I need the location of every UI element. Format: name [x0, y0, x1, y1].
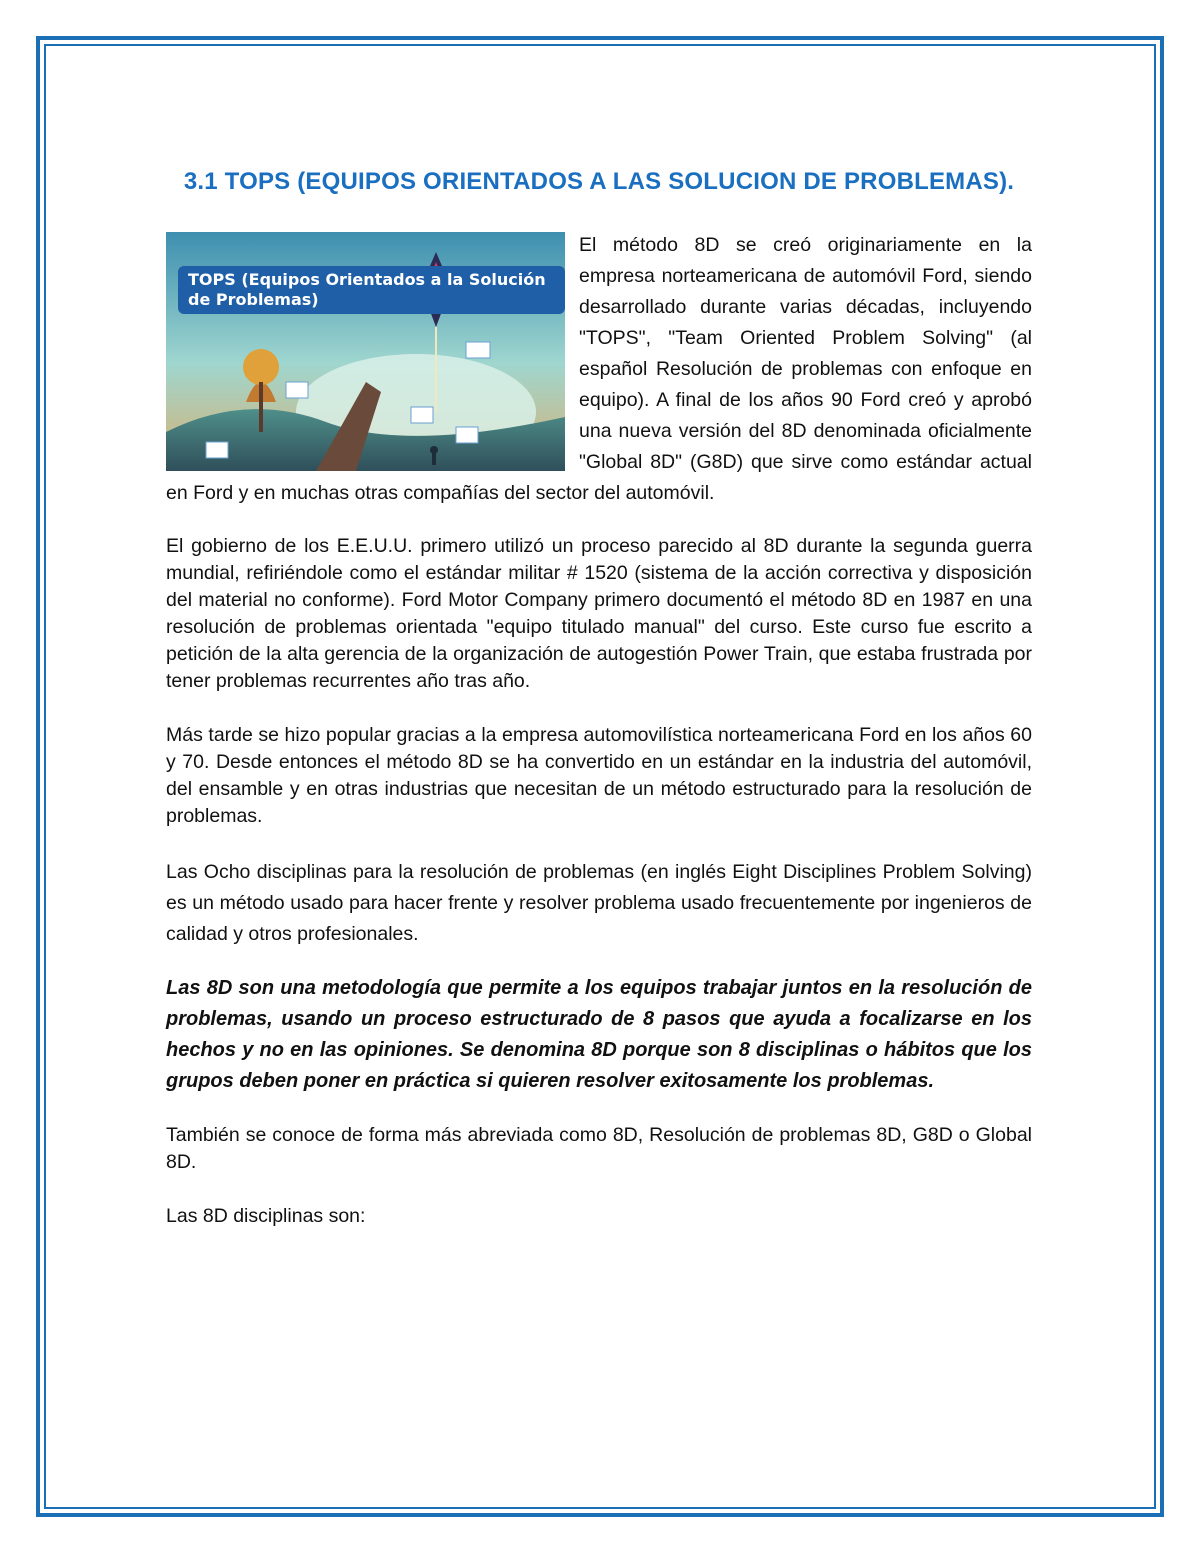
tops-illustration	[166, 232, 565, 471]
paragraph-1-container	[166, 230, 1032, 509]
paragraph-2: El gobierno de los E.E.U.U. primero utilizó un proceso parecido al 8D durante la segunda guerra mundial, refiriéndole como el estándar militar # 1520 (sistema de la acción correctiva y disposición del material no conforme). Ford Motor Company primero documentó el método 8D en 1987 en una resolución de problemas orientada "equipo titulado manual" del curso. Este curso fue escrito a petición de la alta gerencia de la organización de autogestión Power Train, que estaba frustrada por tener problemas recurrentes año tras año.	[166, 535, 1032, 692]
page-title: 3.1 TOPS (EQUIPOS ORIENTADOS A LAS SOLUCION DE PROBLEMAS).	[183, 168, 1015, 195]
paragraph-7: Las 8D disciplinas son:	[166, 1205, 366, 1227]
paragraph-6: También se conoce de forma más abreviada como 8D, Resolución de problemas 8D, G8D o Global 8D.	[166, 1124, 1032, 1173]
illustration-caption: TOPS (Equipos Orientados a la Solución de Problemas)	[178, 266, 565, 314]
document-body	[166, 166, 1032, 1230]
paragraph-4: Las Ocho disciplinas para la resolución de problemas (en inglés Eight Disciplines Problem Solving) es un método usado para hacer frente y resolver problema usado frecuentemente por ingenieros de calidad y otros profesionales.	[166, 861, 1032, 945]
paragraph-3: Más tarde se hizo popular gracias a la empresa automovilística norteamericana Ford en los años 60 y 70. Desde entonces el método 8D se ha convertido en un estándar en la industria del automóvil, del ensamble y en otras industrias que necesitan de un método estructurado para la resolución de problemas.	[166, 724, 1032, 827]
paragraph-1: El método 8D se creó originariamente en la empresa norteamericana de automóvil Ford, siendo desarrollado durante varias décadas, incluyendo "TOPS", "Team Oriented Problem Solving" (al español Resolución de problemas con enfoque en equipo). A final de los años 90 Ford creó y aprobó una nueva versión del 8D denominada oficialmente "Global 8D" (G8D) que sirve como estándar actual en Ford y en muchas otras compañías del sector del automóvil.	[166, 234, 1032, 504]
paragraph-5-emphasis: Las 8D son una metodología que permite a los equipos trabajar juntos en la resolución de problemas, usando un proceso estructurado de 8 pasos que ayuda a focalizarse en los hechos y no en las opiniones. Se denomina 8D porque son 8 disciplinas o hábitos que los grupos deben poner en práctica si quieren resolver exitosamente los problemas.	[166, 977, 1032, 1092]
